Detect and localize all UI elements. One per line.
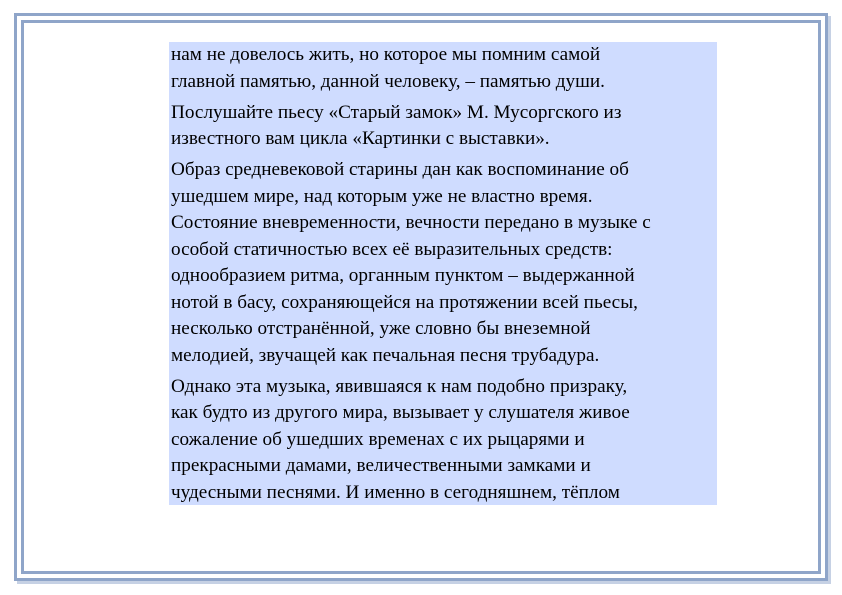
paragraph-2: Послушайте пьесу «Старый замок» М. Мусоргского из известного вам цикла «Картинки с выставки». bbox=[171, 101, 622, 150]
frame-shadow-right bbox=[828, 16, 831, 584]
frame-shadow-bottom bbox=[17, 581, 831, 584]
paragraph-4: Однако эта музыка, явившаяся к нам подобно призраку, как будто из другого мира, вызывает у слушателя живое сожаление об ушедших временах с их рыцарями и прекрасными дамами, величественными замками и чудесными песнями. И именно в сегодняшнем, тёплом bbox=[171, 375, 630, 503]
paragraph-1: нам не довелось жить, но которое мы помним самой главной памятью, данной человеку, – памятью души. bbox=[171, 44, 605, 92]
text-block bbox=[169, 42, 717, 505]
paragraph-3: Образ средневековой старины дан как воспоминание об ушедшем мире, над которым уже не властно время. Состояние вневременности, вечности передано в музыке с особой статичностью всех её выразительных средств: однообразием ритма, органным пунктом – выдержанной нотой в басу, сохраняющейся на протяжении всей пьесы, несколько отстранённой, уже словно бы внеземной мелодией, звучащей как печальная песня трубадура. bbox=[171, 159, 651, 366]
